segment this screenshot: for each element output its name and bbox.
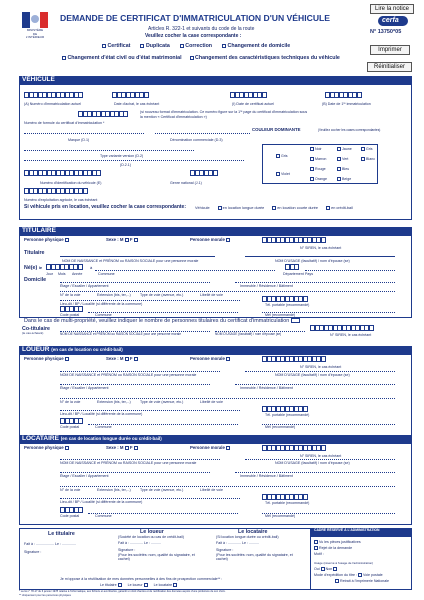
vin-label: Numéro d'identification du véhicule (E) [40, 181, 102, 185]
pays-label: Pays [305, 272, 313, 276]
locataire-tel-field[interactable] [262, 494, 307, 500]
date-certificat-label: (I) Date de certificat actuel [232, 102, 274, 106]
date-achat-label: Date d'achat, le cas échéant [114, 102, 160, 106]
location-courte[interactable]: en location courte durée [272, 206, 318, 210]
marque-field[interactable] [24, 133, 144, 134]
locataire-immeuble-field[interactable] [235, 472, 395, 473]
loueur-siren-field[interactable] [262, 356, 325, 362]
color-marron[interactable]: Marron [310, 157, 326, 161]
type-field[interactable] [24, 150, 194, 151]
etage-field[interactable] [60, 282, 210, 283]
loueur-etage-field[interactable] [60, 384, 210, 385]
footer-note-1: * La loi n° 78-17 du 6 janvier 1978 relative à l'informatique, aux fichiers et aux libertés, garantit un droit d'accès et de rectification des données auprès d'une préfecture de son choix. [19, 590, 226, 593]
loueur-etage-label: Étage / Escalier / Appartement [60, 386, 109, 390]
caracteristiques-checkbox[interactable] [190, 56, 194, 60]
option-certificat[interactable]: Certificat [102, 43, 130, 49]
locataire-siren-field[interactable] [262, 445, 325, 451]
date-certificat-field[interactable] [230, 92, 266, 98]
location-longue[interactable]: en location longue durée [218, 206, 265, 210]
libelle-label: Libellé de voie [200, 293, 223, 297]
locataire-sexe-option[interactable]: Sexe : M F [106, 446, 138, 451]
request-type-options [102, 43, 290, 49]
naissance-dept-field[interactable] [285, 264, 299, 270]
color-beige[interactable]: Beige [337, 177, 351, 181]
cotitulaire-usage-label: NOM D'USAGE (facultatif) / nom d'épouse (se) [215, 332, 282, 336]
locataire-lieudit-field[interactable] [60, 498, 240, 499]
date-achat-field[interactable] [112, 92, 148, 98]
titulaire-usage-field[interactable] [245, 256, 395, 257]
loueur-usage-label: NOM D'USAGE (facultatif) / nom d'épouse (se) [275, 373, 350, 377]
loueur-extension-label: Extension (bis, ter,...) [97, 400, 131, 404]
cnit-label: (D.2.1) [120, 163, 131, 167]
locataire-signature-label[interactable]: Signature : [216, 548, 234, 552]
vin-field[interactable] [24, 170, 101, 176]
locataire-siren-label: N° SIREN, le cas échéant [300, 454, 342, 458]
color-rouge[interactable]: Rouge [310, 167, 326, 171]
loueur-nom-label: NOM DE NAISSANCE et PRÉNOM ou RAISON SOCIALE pour une personne morale [60, 373, 197, 377]
immeuble-label: Immeuble / Résidence / Bâtiment [240, 284, 293, 288]
option-etat-civil[interactable]: Changement d'état civil ou d'état matrimonial [62, 55, 182, 61]
locataire-libelle-label: Libellé de voie [200, 488, 223, 492]
form-title: DEMANDE DE CERTIFICAT D'IMMATRICULATION D'UN VÉHICULE [60, 13, 331, 23]
locataire-voie-label: N° de la voie [60, 488, 81, 492]
agricole-label: Numéro d'exploitation agricole, le cas échéant [24, 198, 98, 202]
locataire-cp-label: Code postal [60, 514, 80, 518]
loueur-societe-note: (Pour les sociétés: nom, qualité du signataire, et cachet) [118, 553, 195, 562]
option-duplicata[interactable]: Duplicata [140, 43, 169, 49]
loueur-immeuble-field[interactable] [235, 384, 395, 385]
type-voie-label: Type de voie (avenue, etc.) [140, 293, 184, 297]
type-label: Type variante version (D.2) [100, 154, 144, 158]
color-violet[interactable]: Violet [276, 172, 290, 176]
annee-label: Année [72, 272, 83, 276]
agricole-field[interactable] [24, 188, 87, 194]
loueur-signature-note: (Société de location ou cas de crédit-bail) [118, 535, 184, 539]
immeuble-field[interactable] [235, 282, 395, 283]
naissance-commune-field[interactable] [95, 270, 275, 271]
locataire-signature-title: Le locataire [238, 529, 268, 535]
loueur-mail-label: Mél (recommandé) [265, 425, 296, 429]
departement-label: Département [283, 272, 304, 276]
locataire-immeuble-label: Immeuble / Résidence / Bâtiment [240, 474, 293, 478]
locataire-etage-label: Étage / Escalier / Appartement [60, 474, 109, 478]
loueur-commune-label: Commune [95, 425, 112, 429]
loueur-personne-morale[interactable]: Personne morale [190, 357, 230, 362]
vehicule-section-header: VÉHICULE [19, 76, 412, 84]
naissance-date-field[interactable] [46, 264, 82, 270]
titulaire-nom-label: NOM DE NAISSANCE et PRÉNOM ou RAISON SOCIALE pour une personne morale [62, 259, 199, 263]
marianne-icon [22, 12, 48, 28]
denomination-label: Dénomination commerciale (D.3) [170, 138, 223, 142]
consent-text: Je m'oppose à la réutilisation de mes données personnelles à des fins de prospection commerciale** : [60, 577, 223, 581]
loueur-voie-label: N° de la voie [60, 400, 81, 404]
duplicata-checkbox[interactable] [140, 44, 144, 48]
date-premiere-immat-field[interactable] [325, 92, 361, 98]
cp-label: Code postal [60, 313, 80, 317]
admin-rejet[interactable]: Rejet de la demande [314, 546, 352, 550]
locataire-nom-label: NOM DE NAISSANCE et PRÉNOM ou RAISON SOCIALE pour une personne morale [60, 461, 197, 465]
marque-label: Marque (D.1) [68, 138, 90, 142]
option-changement-domicile[interactable]: Changement de domicile [222, 43, 290, 49]
titulaire-signature-title: Le titulaire [48, 531, 75, 537]
reset-button[interactable]: Réinitialiser [367, 62, 412, 72]
titulaire-nom-field[interactable] [60, 256, 215, 257]
cnit-field[interactable] [24, 160, 244, 161]
cotitulaire-siren-label: N° SIREN, le cas échéant [330, 333, 372, 337]
siren-field[interactable] [262, 237, 325, 243]
etage-label: Étage / Escalier / Appartement [60, 284, 109, 288]
loueur-immeuble-label: Immeuble / Résidence / Bâtiment [240, 386, 293, 390]
immatriculation-field[interactable] [24, 92, 83, 98]
locataire-type-voie-label: Type de voie (avenue, etc.) [140, 488, 184, 492]
consent-titulaire[interactable]: Le titulaire [100, 583, 122, 587]
locataire-section-header: LOCATAIRE (en cas de location longue durée ou crédit-bail) [19, 435, 412, 443]
couleur-label: COULEUR DOMINANTE [252, 127, 301, 132]
location-label: Si véhicule pris en location, veuillez cocher la case correspondante: [24, 204, 187, 210]
tel-label: Tél. portable (recommandé) [265, 303, 310, 307]
locataire-personne-morale[interactable]: Personne morale [190, 446, 230, 451]
titulaire-usage-label: NOM D'USAGE (facultatif) / nom d'épouse (se) [275, 259, 350, 263]
form-subtitle: Articles R. 322-1 et suivants du code de la route [148, 26, 255, 32]
loueur-libelle-label: Libellé de voie [200, 400, 223, 404]
commune-label: Commune [98, 272, 115, 276]
cp-field[interactable] [60, 306, 83, 312]
color-vert[interactable]: Vert [337, 157, 348, 161]
denomination-field[interactable] [155, 133, 250, 134]
color-noir[interactable]: Noir [310, 147, 322, 151]
locataire-extension-label: Extension (bis, ter,...) [97, 488, 131, 492]
color-jaune[interactable]: Jaune [337, 147, 352, 151]
locataire-mail-label: Mél (recommandé) [265, 514, 296, 518]
admin-oui-non[interactable]: Oui Non [314, 567, 337, 571]
cerfa-number: N° 13750*05 [370, 29, 402, 35]
immatriculation-label: (A) Numéro d'immatriculation actuel [24, 102, 82, 106]
genre-label: Genre national (J.1) [170, 181, 202, 185]
domicile-checkbox[interactable] [222, 44, 226, 48]
locataire-personne-physique[interactable]: Personne physique [24, 446, 69, 451]
naissance-label: Né(e) le [24, 265, 43, 271]
voie-label: N° de la voie [60, 293, 81, 297]
sexe-option[interactable]: Sexe : M F [106, 238, 138, 243]
consent-options [100, 583, 177, 587]
color-gris-2[interactable]: Gris [361, 147, 373, 151]
domicile-label: Domicile [24, 277, 47, 283]
location-options [195, 206, 353, 210]
mail-label: Mél (recommandé) [265, 313, 296, 317]
jour-label: Jour [46, 272, 53, 276]
consent-loueur[interactable]: Le loueur [128, 583, 148, 587]
admin-expedition[interactable]: Mode d'expédition du titre : Voie postale [314, 573, 383, 577]
genre-field[interactable] [190, 170, 217, 176]
print-button[interactable]: Imprimer [370, 45, 410, 55]
ministry-name: MINISTÈRE DE L'INTÉRIEUR [25, 28, 45, 39]
location-credit-bail[interactable]: en crédit-bail [326, 206, 353, 210]
locataire-commune-label: Commune [95, 514, 112, 518]
loueur-cp-field[interactable] [60, 418, 83, 424]
personne-morale[interactable]: Personne morale [190, 238, 230, 243]
titulaire-fait-a[interactable]: Fait à : .................. Le : .............. [24, 542, 76, 546]
color-bleu[interactable]: Bleu [337, 167, 349, 171]
loueur-signature-title: Le loueur [140, 529, 164, 535]
loueur-fait-a[interactable]: Fait à : ............. Le : .......... [118, 541, 161, 545]
locataire-usage-label: NOM D'USAGE (facultatif) / nom d'épouse (se) [275, 461, 350, 465]
loueur-lieudit-field[interactable] [60, 410, 240, 411]
tel-field[interactable] [262, 296, 307, 302]
date-premiere-immat-label: (B) Date de 1ʳᵉ immatriculation [322, 102, 371, 106]
formule-note: (si nouveau format d'immatriculation. Ce numéro figure sur la 1ʳᵉ page du certificat d'immatriculation sous la mention « Certificat d'immatriculation ») [140, 110, 308, 119]
titulaire-signature-label[interactable]: Signature : [24, 550, 42, 554]
lieudit-field[interactable] [60, 300, 240, 301]
loueur-usage-field[interactable] [245, 371, 395, 372]
loueur-signature-label[interactable]: Signature : [118, 548, 136, 552]
locataire-usage-field[interactable] [245, 459, 395, 460]
loueur-voie-field[interactable] [60, 398, 395, 399]
location-vehicule: Véhicule [195, 206, 210, 210]
loueur-tel-label: Tél. portable (recommandé) [265, 413, 310, 417]
consent-locataire[interactable]: Le locataire [154, 583, 178, 587]
mois-label: Mois [58, 272, 66, 276]
multi-propriete-label: Dans le cas de multi-propriété, veuillez indiquer le nombre de personnes titulaires du certificat d'immatriculation [24, 318, 300, 324]
voie-field[interactable] [60, 291, 395, 292]
loueur-type-voie-label: Type de voie (avenue, etc.) [140, 400, 184, 404]
admin-retrait[interactable]: Retrait à l'imprimerie Nationale [335, 579, 389, 583]
locataire-nom-field[interactable] [60, 459, 220, 460]
naissance-pays-field[interactable] [305, 270, 395, 271]
cotitulaire-note: (le cas échéant) [22, 331, 44, 335]
color-gris[interactable]: Gris [276, 154, 288, 158]
loueur-sexe-option[interactable]: Sexe : M F [106, 357, 138, 362]
locataire-tel-label: Tél. portable (recommandé) [265, 501, 310, 505]
certificat-checkbox[interactable] [102, 44, 106, 48]
locataire-cp-field[interactable] [60, 507, 83, 513]
locataire-fait-a[interactable]: Fait à : ............. Le : .......... [216, 541, 259, 545]
locataire-etage-field[interactable] [60, 472, 210, 473]
locataire-lieudit-label: Lieu-dit / BP / Localité (si différente de la commune) [60, 500, 143, 504]
couleur-note: (Veuillez cocher les cases correspondantes) [318, 128, 381, 132]
marianne-logo [22, 12, 48, 40]
cerfa-logo: cerfa [378, 16, 408, 26]
footer-note-2: ** Uniquement pour les personnes physiques [19, 594, 71, 597]
request-type-options-2 [62, 55, 340, 61]
formule-label: Numéro de formule du certificat d'immatriculation * [24, 121, 105, 125]
loueur-siren-label: N° SIREN, le cas échéant [300, 365, 342, 369]
locataire-signature-note: (Si location longue durée ou crédit-bail) [216, 535, 279, 539]
titulaire-label: Titulaire [24, 250, 45, 256]
multi-count-field[interactable] [291, 318, 300, 323]
option-caracteristiques[interactable]: Changement des caractéristiques techniques du véhicule [190, 55, 340, 61]
loueur-nom-field[interactable] [60, 371, 220, 372]
siren-label: N° SIREN, le cas échéant [300, 246, 342, 250]
loueur-cp-label: Code postal [60, 425, 80, 429]
loueur-section-header: LOUEUR (en cas de location ou crédit-bail) [19, 346, 412, 354]
color-orange[interactable]: Orange [310, 177, 327, 181]
commune2-label: Commune [95, 313, 112, 317]
form-instruction: Veuillez cocher la case correspondante : [145, 33, 242, 39]
loueur-tel-field[interactable] [262, 406, 307, 412]
etat-civil-checkbox[interactable] [62, 56, 66, 60]
lieudit-label: Lieu-dit / BP / Localité (si différente de la commune) [60, 302, 143, 306]
loueur-personne-physique[interactable]: Personne physique [24, 357, 69, 362]
cotitulaire-nom-label: NOM DE NAISSANCE et PRÉNOM ou RAISON SOCIALE pour une personne morale [60, 332, 181, 336]
cotitulaire-label: Co-titulaire [22, 326, 50, 332]
admin-pieces[interactable]: Vu les pièces justificatives [314, 540, 361, 544]
color-blanc[interactable]: Blanc [361, 157, 375, 161]
read-notice-button[interactable]: Lire la notice [370, 4, 414, 14]
naissance-a-label: à [90, 265, 93, 270]
personne-physique[interactable]: Personne physique [24, 238, 69, 243]
admin-reserve-title: CADRE RÉSERVÉ À L'ADMINISTRATION [314, 528, 380, 532]
correction-checkbox[interactable] [180, 44, 184, 48]
formule-field[interactable] [78, 111, 128, 117]
titulaire-section-header: TITULAIRE [19, 227, 412, 235]
loueur-lieudit-label: Lieu-dit / BP / Localité (si différente de la commune) [60, 412, 143, 416]
admin-usage: Usage (réservé à l'usage de l'administration) [314, 561, 374, 565]
locataire-societe-note: (Pour les sociétés: nom, qualité du signataire, et cachet) [216, 553, 293, 562]
extension-label: Extension (bis, ter,...) [97, 293, 131, 297]
option-correction[interactable]: Correction [180, 43, 212, 49]
locataire-voie-field[interactable] [60, 486, 395, 487]
cotitulaire-siren-field[interactable] [310, 325, 373, 331]
admin-motif: Motif : [314, 552, 324, 556]
